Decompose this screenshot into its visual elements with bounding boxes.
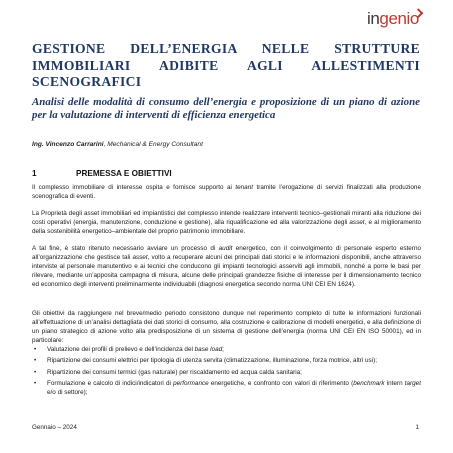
list-item: • Valutazione dei profili di prelievo e dell’incidenza del base load;: [34, 346, 224, 353]
bullet-icon: •: [34, 380, 37, 388]
bullet-icon: •: [34, 368, 37, 376]
paragraph-audit: A tal fine, è stato ritenuto necessario avviare un processo di audit energetico, con il coinvolgimento di personale esperto esterno all’organizzazione che gestisce tali asset, volto a recuperare alcuni dei principali dati storici e le informazioni disponibili, anche attraverso interviste al personale manutentivo e ai tecnici che conducono gli impianti tecnologici asserviti agli immobili, nonché a porre le basi per rilevare, mediante un’apposita campagna di misura, alcune delle principali grandezze fisiche di interesse per il dimensionamento tecnico ed economico degli interventi preliminarmente individuabili (diagnosi energetica secondo norma UNI CEI EN 1624).: [32, 245, 422, 289]
brand-logo: ingenio: [367, 9, 419, 29]
bullet-icon: •: [34, 346, 37, 353]
author-line: [32, 141, 203, 148]
list-item: • Formulazione e calcolo di indici/indicatori di performance energetiche, e confronto con valori di riferimento (benchmark intern target e/o di settore);: [34, 380, 421, 397]
list-item: • Ripartizione dei consumi elettrici per tipologia di utenza servita (climatizzazione, illuminazione, forza motrice, altri usi);: [34, 357, 378, 365]
section-heading: [32, 169, 172, 178]
section-number: 1: [32, 169, 37, 178]
list-item: • Ripartizione dei consumi termici (gas naturale) per riscaldamento ed acqua calda sanitaria;: [34, 368, 302, 376]
footer-date: Gennaio – 2024: [32, 424, 77, 431]
author-role: , Mechanical & Energy Consultant: [103, 141, 203, 148]
author-name: Ing. Vincenzo Carrarini: [32, 141, 104, 148]
paragraph-property: La Proprietà degli asset immobiliari ed impiantistici del complesso intende realizzare interventi tecnico–gestionali miranti alla riduzione dei costi operativi (energia, manutenzione, conduzione e gestione), alla riqualificazione ed alla valorizzazione degli asset, e al miglioramento della sostenibilità energetico–ambientale del proprio patrimonio immobiliare.: [32, 210, 421, 236]
document-title: GESTIONE DELL’ENERGIA NELLE STRUTTURE IMMOBILIARI ADIBITE AGLI ALLESTIMENTI SCENOGRAFICI: [32, 41, 420, 89]
section-title: PREMESSA E OBIETTIVI: [76, 169, 172, 178]
objectives-list: [32, 345, 421, 400]
page-number: 1: [415, 424, 419, 431]
document-subtitle: Analisi delle modalità di consumo dell’energia e proposizione di un piano di azione per la valutazione di interventi di efficienza energetica: [32, 96, 420, 121]
paragraph-objectives: Gli obiettivi da raggiungere nel breve/medio periodo consistono dunque nel reperimento completo di tutte le informazioni funzionali all’effettuazione di un’analisi dettagliata dei dati storici di consumo, alla costruzione e calibrazione di modelli energetici, e alla definizione di un piano strategico di azione volto alla predisposizione di un sistema di gestione dell’energia (norma UNI CEI EN ISO 50001), ed in particolare:: [32, 310, 421, 345]
bullet-icon: •: [34, 357, 37, 365]
paragraph-intro: Il complesso immobiliare di interesse ospita e fornisce supporto ai tenant tramite l’erogazione di servizi finalizzati alla produzione scenografica di eventi.: [32, 184, 421, 201]
